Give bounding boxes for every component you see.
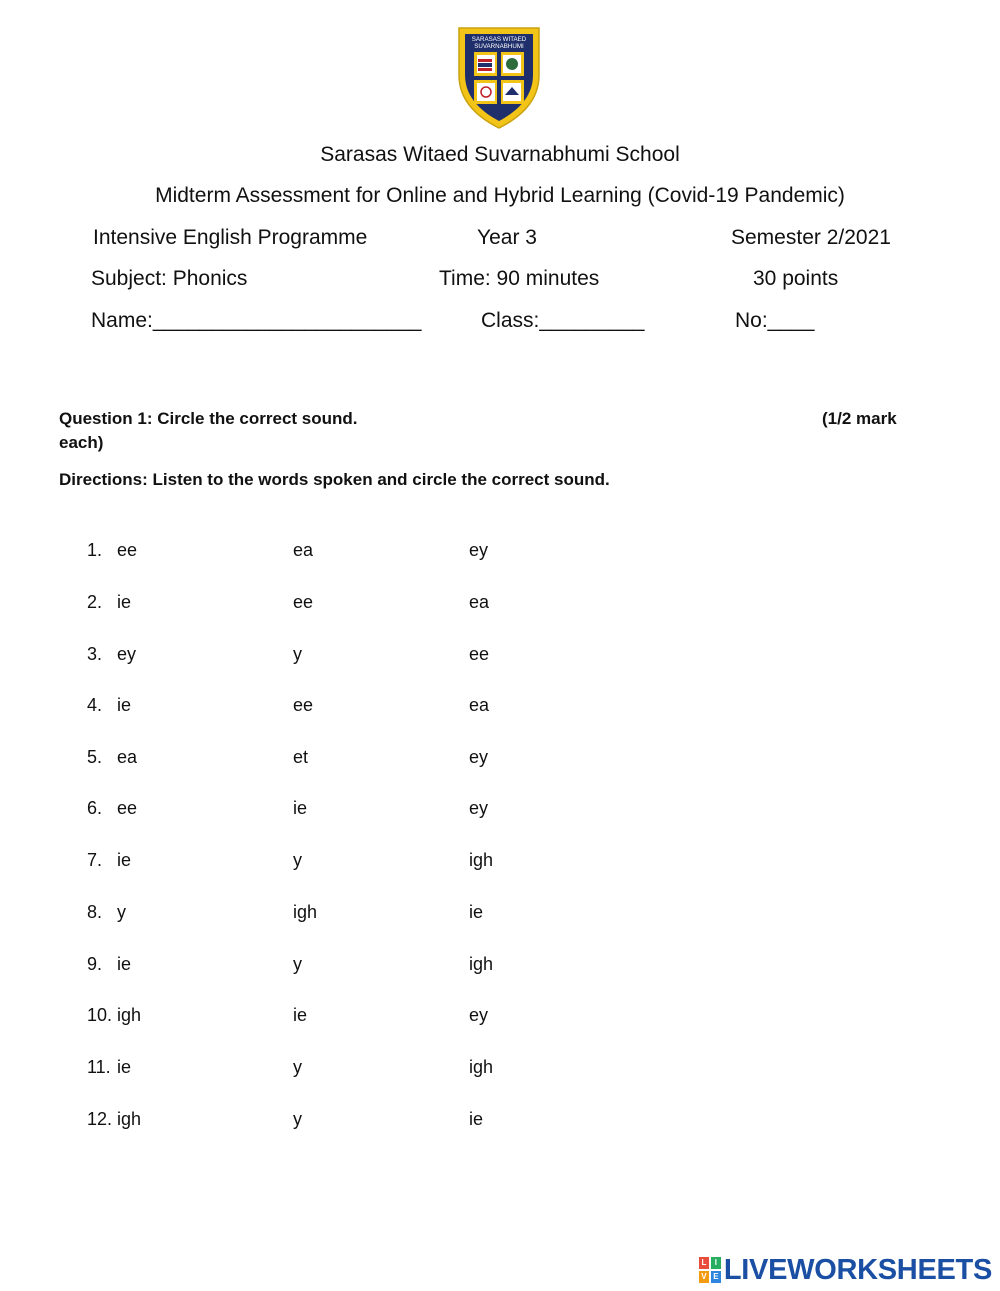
item-number: 1. xyxy=(87,540,103,560)
item-number: 2. xyxy=(87,592,103,612)
item-number: 7. xyxy=(87,850,103,870)
logo-text: LIVEWORKSHEETS xyxy=(723,1253,992,1286)
svg-text:SUVARNABHUMI: SUVARNABHUMI xyxy=(474,43,524,50)
option-a[interactable]: igh xyxy=(117,1005,142,1025)
option-b[interactable]: ea xyxy=(293,540,314,560)
option-a[interactable]: y xyxy=(117,902,126,922)
item-number: 4. xyxy=(87,695,103,715)
assessment-title: Midterm Assessment for Online and Hybrid Learning (Covid-19 Pandemic) xyxy=(155,184,845,207)
option-a[interactable]: ea xyxy=(117,747,138,767)
option-b[interactable]: igh xyxy=(293,902,318,922)
logo-mark: L I V E xyxy=(699,1257,721,1283)
option-b[interactable]: y xyxy=(293,850,302,870)
item-number: 10. xyxy=(87,1005,113,1025)
name-field[interactable]: Name:_______________________ xyxy=(91,309,422,332)
option-c[interactable]: ee xyxy=(469,644,490,664)
option-a[interactable]: ie xyxy=(117,850,132,870)
option-a[interactable]: ie xyxy=(117,695,132,715)
option-c[interactable]: ie xyxy=(469,902,484,922)
option-a[interactable]: ie xyxy=(117,954,132,974)
option-b[interactable]: ee xyxy=(293,592,314,612)
item-number: 12. xyxy=(87,1109,113,1129)
option-b[interactable]: y xyxy=(293,1057,302,1077)
option-c[interactable]: ea xyxy=(469,695,490,715)
option-b[interactable]: ie xyxy=(293,798,308,818)
option-c[interactable]: ey xyxy=(469,798,489,818)
option-a[interactable]: ey xyxy=(117,644,137,664)
option-a[interactable]: ee xyxy=(117,798,138,818)
number-field[interactable]: No:____ xyxy=(735,309,815,332)
item-number: 9. xyxy=(87,954,103,974)
option-a[interactable]: ee xyxy=(117,540,138,560)
item-number: 8. xyxy=(87,902,103,922)
option-c[interactable]: ey xyxy=(469,540,489,560)
item-number: 6. xyxy=(87,798,103,818)
question-directions: Directions: Listen to the words spoken and circle the correct sound. xyxy=(59,470,610,489)
item-number: 3. xyxy=(87,644,103,664)
option-b[interactable]: y xyxy=(293,644,302,664)
option-a[interactable]: ie xyxy=(117,1057,132,1077)
option-b[interactable]: y xyxy=(293,1109,302,1129)
option-b[interactable]: ee xyxy=(293,695,314,715)
item-number: 5. xyxy=(87,747,103,767)
item-number: 11. xyxy=(87,1057,111,1077)
option-a[interactable]: ie xyxy=(117,592,132,612)
option-b[interactable]: ie xyxy=(293,1005,308,1025)
school-crest xyxy=(455,25,543,131)
year-label: Year 3 xyxy=(477,226,537,249)
option-c[interactable]: igh xyxy=(469,1057,494,1077)
svg-text:SARASAS WITAED: SARASAS WITAED xyxy=(471,36,527,43)
subject-label: Subject: Phonics xyxy=(91,267,248,290)
class-field[interactable]: Class:_________ xyxy=(481,309,645,332)
option-c[interactable]: ey xyxy=(469,747,489,767)
option-b[interactable]: et xyxy=(293,747,309,767)
option-c[interactable]: igh xyxy=(469,954,494,974)
option-c[interactable]: igh xyxy=(469,850,494,870)
option-c[interactable]: ea xyxy=(469,592,490,612)
question-marks-continued: each) xyxy=(59,433,104,452)
question-title: Question 1: Circle the correct sound. xyxy=(59,409,358,428)
option-b[interactable]: y xyxy=(293,954,302,974)
option-c[interactable]: ie xyxy=(469,1109,484,1129)
points-label: 30 points xyxy=(753,267,839,290)
option-c[interactable]: ey xyxy=(469,1005,489,1025)
option-a[interactable]: igh xyxy=(117,1109,142,1129)
programme-label: Intensive English Programme xyxy=(93,226,368,249)
school-name: Sarasas Witaed Suvarnabhumi School xyxy=(320,143,680,166)
question-marks: (1/2 mark xyxy=(822,409,897,428)
liveworksheets-logo[interactable] xyxy=(699,1252,992,1288)
semester-label: Semester 2/2021 xyxy=(731,226,891,249)
time-label: Time: 90 minutes xyxy=(439,267,600,290)
